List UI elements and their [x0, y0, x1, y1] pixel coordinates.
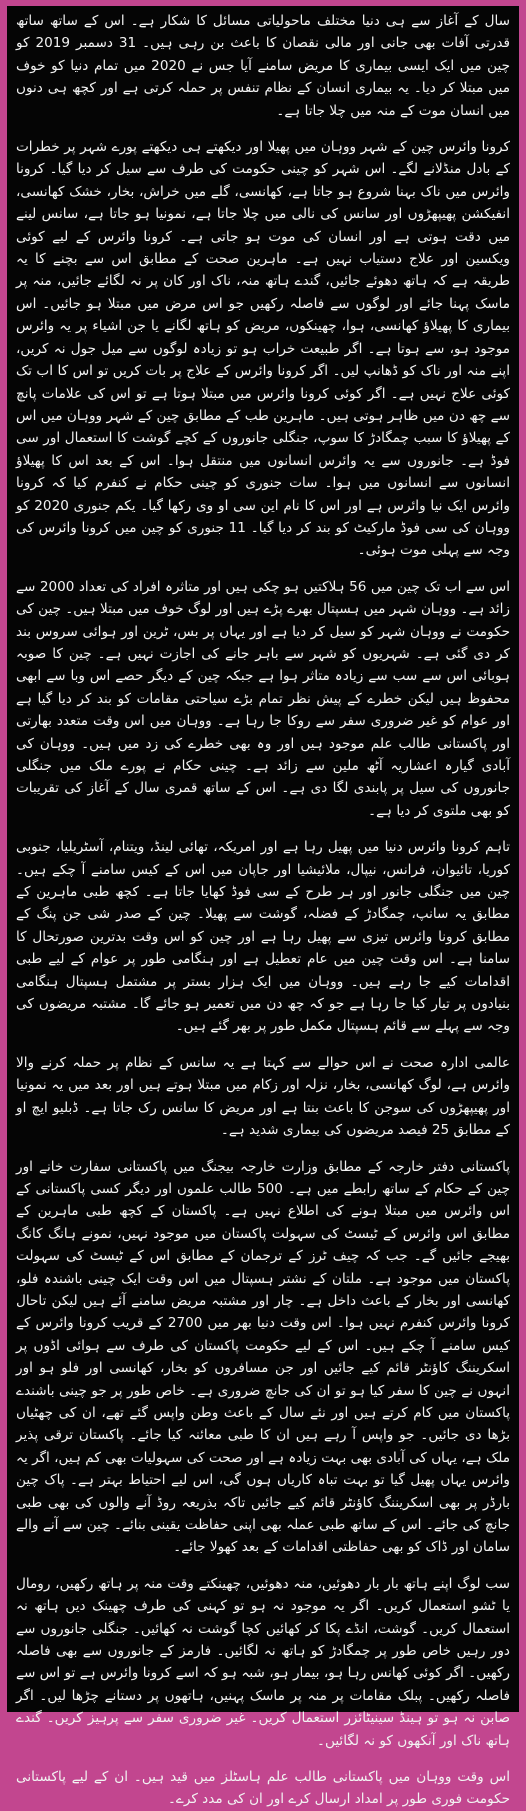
paragraph-who: عالمی ادارہ صحت نے اس حوالے سے کہتا ہے یہ سانس کے نظام پر حملہ کرنے والا وائرس ہے، لوگ کھانسی، بخار، نزلہ اور زکام میں مبتلا ہوتے ہیں اور بعد میں یہ نمونیا اور پھیپھڑوں کی سوجن کا باعث بنتا ہے اور مریض کا سانس رک جاتا ہے۔ ڈبلیو ایچ او کے مطابق 25 فیصد مریضوں کی بیماری شدید ہے۔ — [16, 1054, 510, 1139]
paragraph-wuhan: اس سے اب تک چین میں 56 ہلاکتیں ہو چکی ہیں اور متاثرہ افراد کی تعداد 2000 سے زائد ہے۔ ووہان شہر میں ہسپتال بھرے پڑے ہیں اور لوگ خوف میں مبتلا ہیں۔ چین کی حکومت نے ووہان شہر کو سیل کر دیا ہے اور یہاں پر بس، ٹرین اور ہوائی سروس بند کر دی گئی ہے۔ شہریوں کو شہر سے باہر جانے کی اجازت نہیں ہے۔ چین کا صوبہ ہوبائی اس سے سب سے زیادہ متاثر ہوا ہے جبکہ چین کے دیگر حصے اس وبا سے ابھی محفوظ ہیں لیکن خطرے کے پیش نظر تمام بڑے سیاحتی مقامات کو بند کر دیا گیا ہے اور عوام کو غیر ضروری سفر سے روکا جا رہا ہے۔ ووہان میں اس وقت متعدد بھارتی اور پاکستانی طالب علم موجود ہیں اور وہ بھی خطرے کی زد میں ہیں۔ ووہان کی آبادی گیارہ اعشاریہ آٹھ ملین سے زائد ہے۔ چینی حکام نے پورے ملک میں جنگلی جانوروں کی سیل پر پابندی لگا دی ہے۔ اس کے ساتھ قمری سال کے آغاز کی تقریبات کو بھی ملتوی کر دیا ہے۔ — [16, 578, 510, 819]
paragraph-spread: تاہم کرونا وائرس دنیا میں پھیل رہا ہے اور امریکہ، تھائی لینڈ، ویتنام، آسٹریلیا، جنوبی کوریا، تائیوان، فرانس، نیپال، ملائیشیا اور جاپان میں اس کے کیس سامنے آ چکے ہیں۔ چین میں جنگلی جانور اور ہر طرح کے سی فوڈ کھایا جاتا ہے۔ کچھ طبی ماہرین کے مطابق یہ سانپ، چمگادڑ کے فضلہ، گوشت سے پھیلا۔ چین کے صدر شی جن پنگ کے مطابق کرونا وائرس تیزی سے پھیل رہا ہے اور چین کو اس وقت بدترین صورتحال کا سامنا ہے۔ اس وقت چین میں عام تعطیل ہے اور ہنگامی طور پر عوام کے لیے طبی اقدامات کیے جا رہے ہیں۔ ووہان میں ایک ہزار بستر پر مشتمل ہسپتال ہنگامی بنیادوں پر تیار کیا جا رہا ہے جو کہ چھ دن میں تعمیر ہو جائے گا۔ مشتبہ مریضوں کی وجہ سے پہلے سے قائم ہسپتال مکمل طور پر بھر گئے ہیں۔ — [16, 839, 510, 1035]
paragraph-intro: سال کے آغاز سے ہی دنیا مختلف ماحولیاتی مسائل کا شکار ہے۔ اس کے ساتھ ساتھ قدرتی آفات بھی جانی اور مالی نقصان کا باعث بن رہی ہیں۔ 31 دسمبر 2019 کو چین میں ایک ایسی بیماری کا مریض سامنے آیا جس نے 2020 میں تمام دنیا کو خوف میں مبتلا کر دیا۔ یہ بیماری انسان کے نظام تنفس پر حملہ کرتی ہے اور کچھ ہی دنوں میں انسان موت کے منہ میں چلا جاتا ہے۔ — [16, 13, 510, 119]
paragraph-precautions: سب لوگ اپنے ہاتھ بار بار دھوئیں، منہ دھوئیں، چھینکتے وقت منہ پر ہاتھ رکھیں، رومال یا ٹشو استعمال کریں۔ اگر یہ موجود نہ ہو تو کہنی کی طرف چھینک دیں ہاتھ نہ استعمال کریں۔ گوشت، انڈے پکا کر کھائیں کچا گوشت نہ کھائیں۔ جنگلی جانوروں سے دور رہیں خاص طور پر چمگادڑ کو ہاتھ نہ لگائیں۔ فارمز کے جانوروں سے بھی فاصلہ رکھیں۔ اگر کوئی کھانس رہا ہو، بیمار ہو، شبہ ہو کہ اسے کرونا وائرس ہے تو اس سے فاصلہ رکھیں۔ پبلک مقامات پر منہ پر ماسک پہنیں، ہاتھوں پر دستانے چڑھا لیں۔ اگر صابن نہ ہو تو ہینڈ سینیٹائزر استعمال کریں۔ غیر ضروری سفر سے پرہیز کریں۔ گندے ہاتھ ناک اور آنکھوں کو نہ لگائیں۔ — [16, 1575, 510, 1749]
paragraph-pakistan: پاکستانی دفتر خارجہ کے مطابق وزارت خارجہ بیجنگ میں پاکستانی سفارت خانے اور چین کے حکام کے ساتھ رابطے میں ہے۔ 500 طالب علموں اور دیگر کسی پاکستانی کے اس وائرس میں مبتلا ہونے کی اطلاع نہیں ہے۔ پاکستان کے کچھ طبی ماہرین کے مطابق اس وائرس کے ٹیسٹ کی سہولت پاکستان میں موجود نہیں، نمونے ہانگ کانگ بھیجے جائیں گے۔ جب کہ چیف ٹرز کے ترجمان کے مطابق اس کے ٹیسٹ کی سہولت پاکستان میں موجود ہے۔ ملتان کے نشتر ہسپتال میں اس وقت ایک چینی باشندہ فلو، کھانسی اور بخار کے باعث داخل ہے۔ چار اور مشتبہ مریض سامنے آئے ہیں لیکن تاحال کرونا وائرس کنفرم نہیں ہوا۔ اس وقت دنیا بھر میں 2700 کے قریب کرونا وائرس کے کیس سامنے آ چکے ہیں۔ اس کے لیے حکومت پاکستان کی طرف سے ہوائی اڈوں پر اسکریننگ کاؤنٹر قائم کیے جائیں اور جن مسافروں کو بخار، کھانسی اور فلو ہو اور انہوں نے چین کا سفر کیا ہو تو ان کی جانچ ضروری ہے۔ خاص طور پر جو چینی باشندے پاکستان میں کام کرتے ہیں اور نئے سال کے باعث وطن واپس گئے تھے، ان کی چھٹیاں بڑھا دی جائیں۔ جو واپس آ رہے ہیں ان کا طبی معائنہ کیا جائے۔ پاکستان ترقی پذیر ملک ہے، یہاں کی آبادی بھی بہت زیادہ ہے اور صحت کی سہولیات بھی کم ہیں، اگر یہ وائرس یہاں پھیل گیا تو بہت تباہ کاریاں ہوں گی، اس لیے احتیاط بہتر ہے۔ پاک چین بارڈر پر بھی اسکریننگ کاؤنٹر قائم کیے جائیں تاکہ بذریعہ روڈ آنے والوں کی بھی طبی جانچ کی جائے۔ اس کے ساتھ طبی عملہ بھی اپنی حفاظت یقینی بنائے۔ چین سے آنے والے سامان اور ڈاک کو بھی حفاظتی اقدامات کے بعد کھولا جائے۔ — [16, 1158, 510, 1556]
paragraph-students: اس وقت ووہان میں پاکستانی طالب علم ہاسٹلز میں قید ہیں۔ ان کے لیے پاکستانی حکومت فوری طور پر امداد ارسال کرے اور ان کی مدد کرے۔ — [16, 1769, 510, 1808]
paragraph-symptoms: کرونا وائرس چین کے شہر ووہان میں پھیلا اور دیکھتے ہی دیکھتے پورے شہر پر خطرات کے بادل منڈلانے لگے۔ اس شہر کو چینی حکومت کی طرف سے سیل کر دیا گیا۔ کرونا وائرس میں ناک بہنا شروع ہو جاتا ہے، کھانسی، گلے میں خراش، بخار، خشک کھانسی، انفیکشن پھیپھڑوں اور سانس کی نالی میں چلا جاتا ہے، نمونیا ہو جاتا ہے، سانس لینے میں دقت ہوتی ہے اور انسان کی موت ہو جاتی ہے۔ کرونا وائرس کے لیے کوئی ویکسین اور علاج دستیاب نہیں ہے۔ ماہرین صحت کے مطابق اس سے بچنے کا یہ طریقہ ہے کہ ہاتھ دھوئے جائیں، گندے ہاتھ منہ، ناک اور کان پر نہ لگائے جائیں، منہ پر ماسک پہنا جائے اور لوگوں سے فاصلہ رکھیں جو اس مرض میں مبتلا ہو جائیں۔ اس بیماری کا پھیلاؤ کھانسی، ہوا، چھینکوں، مریض کو ہاتھ لگانے یا جن اشیاء پر یہ وائرس موجود ہو، سے ہوتا ہے۔ اگر طبیعت خراب ہو تو زیادہ لوگوں سے میل جول نہ کریں، اپنے منہ اور ناک کو ڈھانپ لیں۔ اگر کرونا وائرس کے علاج پر بات کریں تو اس کا اب تک کوئی علاج نہیں ہے۔ اگر کوئی کرونا وائرس میں مبتلا ہوتا ہے تو اس کی علامات پانچ سے چھ دن میں ظاہر ہوتی ہیں۔ ماہرین طب کے مطابق چین کے شہر ووہان میں اس کے پھیلاؤ کا سبب چمگادڑ کا سوپ، جنگلی جانوروں کے کچے گوشت کا استعمال اور سی فوڈ ہے۔ جانوروں سے یہ وائرس انسانوں میں منتقل ہوا۔ اس کے بعد اس کا پھیلاؤ انسانوں سے انسانوں میں ہوا۔ سات جنوری کو چینی حکام نے کنفرم کیا کہ کرونا وائرس ایک نیا وائرس ہے اور اس کا نام این سی او وی رکھا گیا۔ یکم جنوری 2020 کو ووہان کی سی فوڈ مارکیٹ کو بند کر دیا گیا۔ 11 جنوری کو چین میں کرونا وائرس کی وجہ سے پہلی موت ہوئی۔ — [16, 139, 510, 559]
article-body — [7, 6, 519, 1811]
article-frame — [7, 6, 519, 1808]
